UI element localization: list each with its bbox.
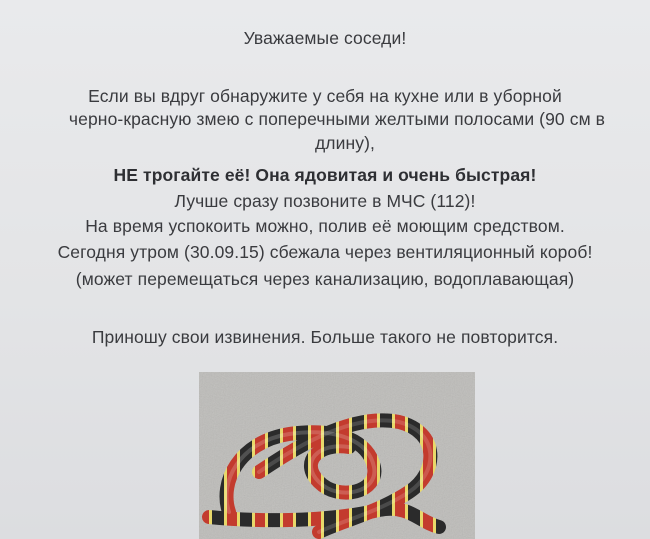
- notice-line-6: На время успокоить можно, полив её моющим средством.: [85, 216, 565, 236]
- notice-warning: НЕ трогайте её! Она ядовитая и очень быстрая!: [113, 165, 537, 185]
- notice-line-2: черно-красную змею с поперечными желтыми полосами (90 см в: [68, 109, 606, 129]
- notice-line-8: (может перемещаться через канализацию, водоплавающая): [75, 269, 575, 289]
- notice-apology: Приношу свои извинения. Больше такого не повторится.: [91, 327, 559, 347]
- notice-line-5: Лучше сразу позвоните в МЧС (112)!: [174, 191, 476, 211]
- snake-photo: [199, 372, 475, 539]
- notice-line-1: Если вы вдруг обнаружите у себя на кухне или в уборной: [88, 86, 562, 106]
- notice-line-7: Сегодня утром (30.09.15) сбежала через вентиляционный короб!: [57, 242, 593, 262]
- snake-illustration: [199, 372, 475, 539]
- notice-line-3: длину),: [314, 133, 375, 153]
- notice-greeting: Уважаемые соседи!: [243, 28, 407, 48]
